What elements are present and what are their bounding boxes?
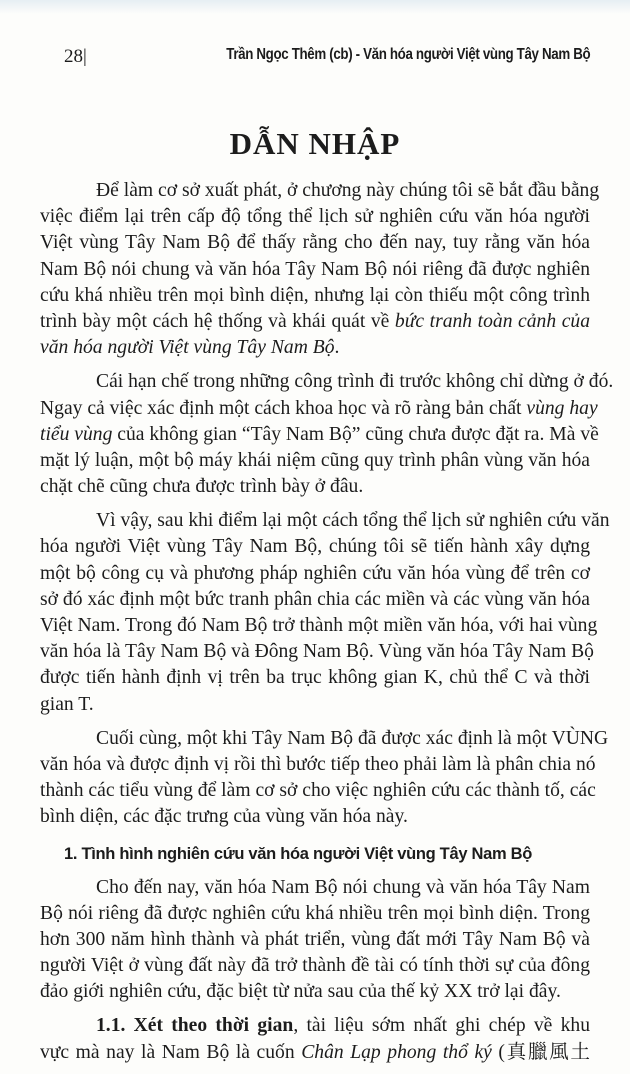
text-line (40, 927, 590, 953)
text-run: , tài liệu sớm nhất ghi chép về khu (293, 1015, 591, 1037)
text-line (40, 1040, 590, 1066)
text-run: gian T. (40, 693, 94, 715)
text-line (40, 561, 590, 587)
text-line (40, 369, 614, 395)
text-line (40, 230, 590, 256)
text-run: bình diện, các đặc trưng của vùng văn hóa này. (40, 806, 408, 828)
paragraph (40, 726, 609, 831)
text-line (40, 726, 609, 752)
text-run: thành các tiểu vùng để làm cơ sở cho việc nghiên cứu các thành tố, các (40, 780, 596, 802)
text-line (40, 587, 590, 613)
text-line (40, 1013, 590, 1039)
text-run: Cho đến nay, văn hóa Nam Bộ nói chung và văn hóa Tây Nam (96, 876, 590, 898)
paragraph (40, 369, 614, 500)
text-line (40, 283, 590, 309)
text-line (40, 448, 590, 474)
text-run: cứu khá nhiều trên mọi bình diện, nhưng lại còn thiếu một công trình (40, 284, 590, 306)
italic-text: văn hóa người Việt vùng Tây Nam Bộ (40, 337, 335, 359)
italic-text: vùng hay (526, 397, 598, 419)
text-line (40, 901, 590, 927)
text-run: Bộ nói riêng đã được nghiên cứu khá nhiều trên mọi bình diện. Trong (40, 902, 590, 924)
text-line (40, 639, 594, 665)
paragraph (40, 1013, 590, 1065)
text-line (40, 257, 590, 283)
italic-text: bức tranh toàn cảnh của (394, 310, 590, 332)
text-run: Ngay cả việc xác định một cách khoa học và rõ ràng bản chất (40, 397, 527, 419)
text-run: được tiến hành định vị trên ba trục không gian K, chủ thể C và thời (40, 667, 590, 689)
text-run: Việt vùng Tây Nam Bộ để thấy rằng cho đến nay, tuy rằng văn hóa (40, 232, 590, 254)
text-line (40, 309, 590, 335)
text-line (40, 804, 590, 830)
text-run: hơn 300 năm hình thành và phát triển, vùng đất mới Tây Nam Bộ và (40, 928, 590, 950)
text-run: hóa người Việt vùng Tây Nam Bộ, chúng tôi sẽ tiến hành xây dựng (40, 536, 590, 558)
text-run: việc điểm lại trên cấp độ tổng thể lịch sử nghiên cứu văn hóa người (40, 206, 590, 228)
text-run: mặt lý luận, một bộ máy khái niệm cũng quy trình phân vùng văn hóa (40, 449, 590, 471)
page-number: 28| (64, 46, 87, 67)
paragraph (40, 875, 590, 1006)
italic-text: tiểu vùng (40, 423, 113, 445)
text-run: Để làm cơ sở xuất phát, ở chương này chúng tôi sẽ bắt đầu bằng (96, 180, 600, 201)
intro-paragraphs (40, 178, 614, 831)
text-line (40, 953, 590, 979)
text-line (40, 778, 596, 804)
text-line (40, 875, 590, 901)
scan-edge (0, 0, 630, 14)
section-paragraphs (40, 875, 590, 1066)
text-run: Nam Bộ nói chung và văn hóa Tây Nam Bộ nói riêng đã được nghiên (40, 258, 590, 280)
text-run: trình bày một cách hệ thống và khái quát về (40, 310, 395, 332)
text-line (40, 204, 590, 230)
text-run: Vì vậy, sau khi điểm lại một cách tổng thể lịch sử nghiên cứu văn (96, 510, 610, 532)
text-run: đảo giới nghiên cứu, đặc biệt từ nửa sau của thế kỷ XX trở lại đây. (40, 981, 561, 1003)
text-run: . (334, 337, 340, 359)
page-body (40, 178, 614, 1074)
text-line (40, 692, 590, 718)
text-run: văn hóa là Tây Nam Bộ và Đông Nam Bộ. Vùng văn hóa Tây Nam Bộ (40, 641, 594, 663)
text-line (40, 665, 590, 691)
text-line (40, 752, 596, 778)
text-run: sở đó xác định một bức tranh phân chia các miền và các vùng văn hóa (40, 588, 590, 610)
paragraph (40, 178, 600, 361)
text-line (40, 335, 590, 361)
text-line (40, 508, 610, 534)
paragraph (40, 508, 610, 718)
text-run: Cái hạn chế trong những công trình đi trước không chỉ dừng ở đó. (96, 371, 614, 393)
text-line (40, 534, 590, 560)
text-line (40, 613, 598, 639)
running-head: Trần Ngọc Thêm (cb) - Văn hóa người Việt vùng Tây Nam Bộ (225, 46, 590, 63)
text-line (40, 422, 599, 448)
page-header (40, 46, 590, 70)
chapter-title: DẪN NHẬP (229, 126, 401, 161)
text-run: chặt chẽ cũng chưa được trình bày ở đâu. (40, 476, 364, 498)
text-run: (真臘風土 (491, 1041, 590, 1063)
text-run: văn hóa và được định vị rồi thì bước tiếp theo phải làm là phân chia nó (40, 753, 596, 775)
italic-text: Chân Lạp phong thổ ký (301, 1041, 492, 1063)
text-run: vực mà nay là Nam Bộ là cuốn (40, 1041, 302, 1063)
text-run: một bộ công cụ và phương pháp nghiên cứu văn hóa vùng để trên cơ (40, 562, 590, 584)
text-run: người Việt ở vùng đất này đã trở thành đề tài có tính thời sự của đông (40, 955, 590, 977)
text-run: của không gian “Tây Nam Bộ” cũng chưa được đặt ra. Mà về (112, 423, 599, 445)
text-line (40, 396, 598, 422)
text-line (40, 979, 590, 1005)
bold-text: 1.1. Xét theo thời gian (96, 1015, 294, 1037)
section-heading: 1. Tình hình nghiên cứu văn hóa người Việt vùng Tây Nam Bộ (64, 844, 533, 863)
text-run: Việt Nam. Trong đó Nam Bộ trở thành một miền văn hóa, với hai vùng (40, 615, 598, 636)
text-run: Cuối cùng, một khi Tây Nam Bộ đã được xác định là một VÙNG (96, 727, 609, 749)
text-line (40, 474, 590, 500)
text-line (40, 178, 600, 204)
